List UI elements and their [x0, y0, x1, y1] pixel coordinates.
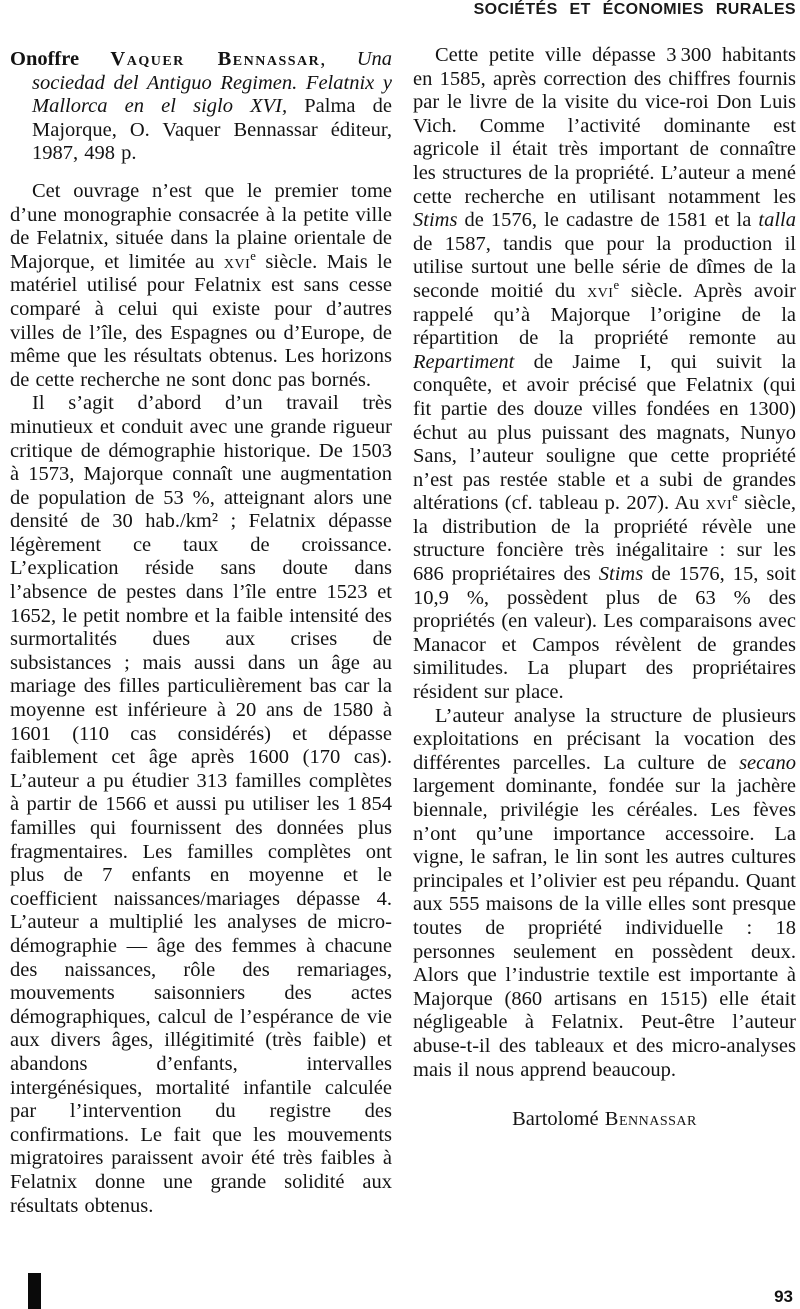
page-number: 93 [774, 1287, 793, 1306]
running-head: SOCIÉTÉS ET ÉCONOMIES RURALES [473, 1, 796, 18]
review-paragraph: L’auteur analyse la structure de plusieurs exploitations en précisant la vocation des différentes parcelles. La culture de secano largement dominante, fondée sur la jachère biennale, privilégie les céréales. Les fèves n’ont qu’une importance accessoire. La vigne, le safran, le lin sont les autres cultures principales et l’olivier est peu répandu. Quant aux 555 maisons de la ville elles sont presque toutes de propriété individuelle : 18 personnes seulement en possèdent deux. Alors que l’industrie textile est importante à Majorque (860 artisans en 1515) elle était négligeable à Felatnix. Peut-être l’auteur abuse-t-il des tableaux et des micro-analyses mais il nous apprend beaucoup. [413, 704, 796, 1081]
left-column [10, 48, 392, 1218]
reviewer-signature: Bartolomé Bennassar [512, 1108, 697, 1131]
review-paragraph: Il s’agit d’abord d’un travail très minutieux et conduit avec une grande rigueur critique de démographie historique. De 1503 à 1573, Majorque connaît une augmentation de population de 53 %, atteignant alors une densité de 30 hab./km² ; Felatnix dépasse légèrement ce taux de croissance. L’explication réside sans doute dans l’absence de pestes dans l’île entre 1523 et 1652, le petit nombre et la faible intensité des surmortalités dues aux crises de subsistances ; mais aussi dans un âge au mariage des filles particulièrement bas car la moyenne est inférieure à 20 ans de 1580 à 1601 (110 cas considérés) et dépasse faiblement cet âge après 1600 (170 cas). L’auteur a pu étudier 313 familles complètes à partir de 1566 et aussi pu utiliser les 1 854 familles qui fournissent des données plus fragmentaires. Les familles complètes ont plus de 7 enfants en moyenne et le coefficient naissances/mariages dépasse 4. L’auteur a multiplié les analyses de micro-démographie — âge des femmes à chacune des naissances, rôle des remariages, mouvements saisonniers des actes démographiques, calcul de l’espérance de vie aux divers âges, illégitimité (très faible) et abandons d’enfants, intervalles intergénésiques, mortalité infantile calculée par l’intervention du registre des confirmations. Le fait que les mouvements migratoires paraissent avoir été très faibles à Felatnix donne une grande solidité aux résultats obtenus. [10, 392, 393, 1217]
book-citation: Onoffre Vaquer Bennassar, Una sociedad del Antiguo Regimen. Felatnix y Mallorca en el siglo XVI, Palma de Majorque, O. Vaquer Bennassar éditeur, 1987, 498 p. [10, 48, 393, 165]
scan-mark [28, 1273, 41, 1309]
right-column [413, 44, 796, 1132]
review-paragraph: Cet ouvrage n’est que le premier tome d’une monographie consacrée à la petite ville de Felatnix, située dans la plaine orientale de Majorque, et limitée au xvi$^e$ siècle. Mais le matériel utilisé pour Felatnix est sans cesse comparé à celui qui existe pour d’autres villes de l’île, des Espagnes ou d’Europe, de même que les résultats obtenus. Les horizons de cette recherche ne sont donc pas bornés. [10, 179, 392, 391]
review-paragraph: Cette petite ville dépasse 3 300 habitants en 1585, après correction des chiffres fournis par le livre de la visite du vice-roi Don Luis Vich. Comme l’activité dominante est agricole il était très important de connaître les structures de la propriété. L’auteur a mené cette recherche en utilisant notamment les Stims de 1576, le cadastre de 1581 et la talla de 1587, tandis que pour la production il utilise surtout une belle série de dîmes de la seconde moitié du xvi$^e$ siècle. Après avoir rappelé qu’à Majorque l’origine de la répartition de la propriété remonte au Repartiment de Jaime I, qui suivit la conquête, et avoir précisé que Felatnix (qui fit partie des douze villes fondées en 1300) échut au plus puissant des magnats, Nunyo Sans, l’auteur souligne que cette propriété n’est pas restée stable et a subi de grandes altérations (cf. tableau p. 207). Au xvi$^e$ siècle, la distribution de la propriété révèle une structure foncière très inégalitaire : sur les 686 propriétaires des Stims de 1576, 15, soit 10,9 %, possèdent plus de 63 % des propriétés (en valeur). Les comparaisons avec Manacor et Campos révèlent de grandes similitudes. La plupart des propriétaires résident sur place. [413, 44, 797, 704]
